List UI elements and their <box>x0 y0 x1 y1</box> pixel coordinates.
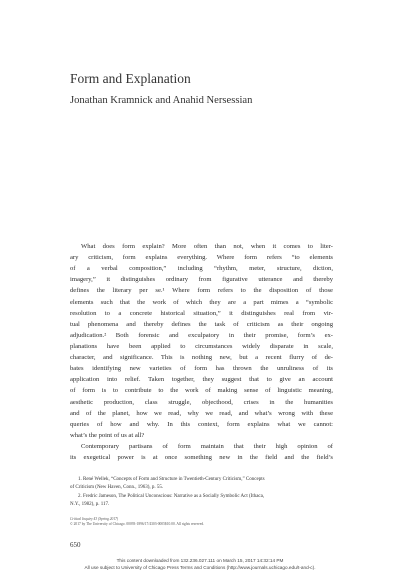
body-line: planations have been applied to circumstances widely disparate in scale, <box>70 342 333 350</box>
body-text <box>70 241 333 463</box>
body-line: ary criticism, form explains everything. Where form refers “to elements <box>70 254 333 262</box>
journal-citation <box>70 517 333 528</box>
body-line: What does form explain? More often than not, when it comes to liter- <box>81 243 333 250</box>
page-number: 650 <box>70 541 81 549</box>
body-line: resolution to a concrete historical situation,” it distinguishes real from vir- <box>70 309 333 317</box>
article-authors: Jonathan Kramnick and Anahid Nersessian <box>70 95 253 106</box>
download-notice <box>0 557 400 572</box>
body-line: tual phenomena and thereby defines the task of criticism as their ongoing <box>70 320 333 328</box>
body-line: of a verbal composition,” including “rhythm, meter, structure, diction, <box>70 265 333 273</box>
download-notice-line: This content downloaded from 132.236.027.111 on March 15, 2017 14:32:14 PM <box>116 558 284 563</box>
body-line: character, and significance. This is nothing new, but a recent flurry of de- <box>70 354 333 362</box>
body-line: application into relief. Taken together, they suggest that to give an account <box>70 376 333 384</box>
footnote-line: 2. Fredric Jameson, The Political Unconscious: Narrative as a Socially Symbolic Act (Ithaca, <box>78 493 265 499</box>
footnotes <box>70 476 333 509</box>
body-line: bates identifying new varieties of form has thrown the unruliness of its <box>70 365 333 373</box>
body-line: of form is to contribute to the work of making sense of linguistic meaning, <box>70 387 333 395</box>
citation-line: Critical Inquiry 43 (Spring 2017) <box>70 517 119 521</box>
body-line: what’s the point of us at all? <box>70 431 145 439</box>
body-line: queries of how and why. In this context, form explains what we cannot: <box>70 420 333 428</box>
body-line: aesthetic production, class struggle, objecthood, crises in the humanities <box>70 398 333 406</box>
body-line: its exegetical power is at once something new in the field and the field’s <box>70 454 333 462</box>
footnote-line: N.Y., 1982), p. 117. <box>70 501 110 507</box>
citation-line: © 2017 by The University of Chicago. 00093-1896/17/4303-0005$10.00. All rights reserved. <box>70 522 205 527</box>
body-line: imagery,” it distinguishes ordinary from figurative utterance and thereby <box>70 276 333 284</box>
body-line: elements such that the work of which they are a part mimes a “symbolic <box>70 298 333 306</box>
footnote-line: 1. René Wellek, “Concepts of Form and Structure in Twentieth-Century Criticism,” Concepts <box>78 477 265 482</box>
body-line: defines the literary per se.¹ Where form refers to the disposition of those <box>70 287 333 295</box>
body-line: Contemporary partisans of form maintain that their high opinion of <box>81 442 333 450</box>
body-line: and of the planet, how we read, why we read, and what’s wrong with these <box>70 409 333 417</box>
body-line: adjudication.² Both forensic and exculpatory in their promise, form’s ex- <box>70 331 333 339</box>
download-notice-line: All use subject to University of Chicago Press Terms and Conditions (http://www.journals.uchicago.edu/t-and-c). <box>84 565 316 571</box>
article-title: Form and Explanation <box>70 71 191 86</box>
footnote-line: of Criticism (New Haven, Conn., 1963), p. 55. <box>70 485 164 491</box>
